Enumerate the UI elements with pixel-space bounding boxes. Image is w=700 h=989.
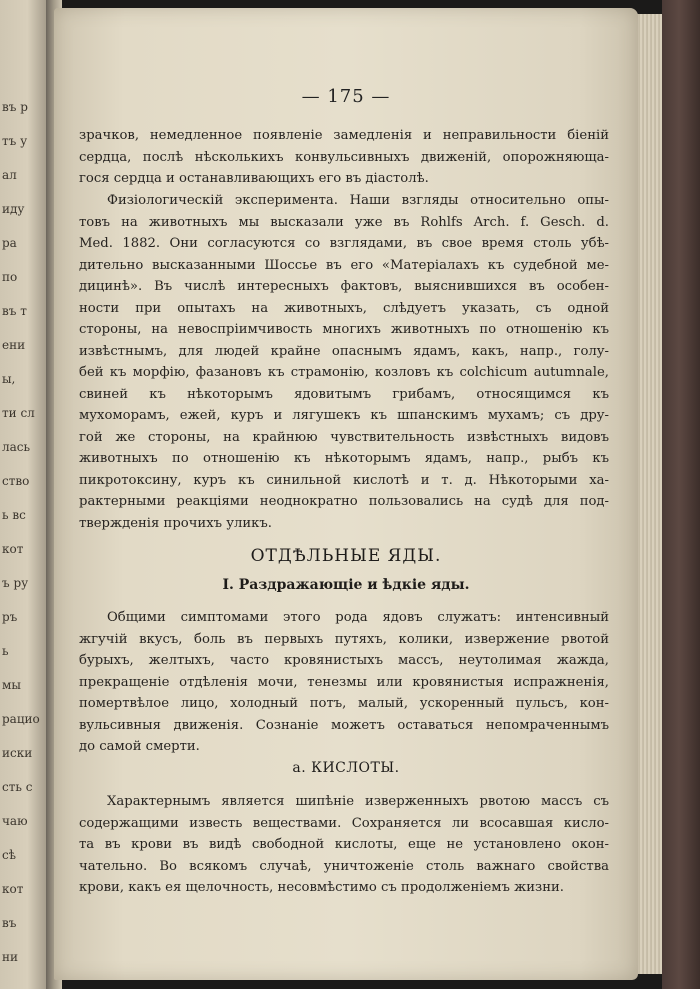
left-page-text-fragment: ни — [2, 950, 18, 964]
left-page-text-fragment: ени — [2, 338, 26, 352]
text-line: твержденія прочихъ уликъ. — [79, 515, 272, 531]
text-line: помертвѣлое лицо, холодный потъ, малый, ускоренный пульсъ, кон- — [79, 696, 609, 711]
book-cover — [662, 0, 700, 989]
left-facing-page — [0, 0, 50, 989]
left-page-text-fragment: сѣ — [2, 848, 16, 862]
paragraph-symptoms — [79, 607, 609, 758]
subsection-heading: I. Раздражающіе и ѣдкіе яды. — [222, 577, 470, 593]
left-page-text-fragment: тъ у — [2, 134, 28, 148]
text-line: бурыхъ, желтыхъ, часто кровянистыхъ массъ, неутолимая жажда, — [79, 653, 609, 668]
text-line: Общими симптомами этого рода ядовъ служатъ: интенсивный — [107, 610, 609, 625]
text-line: дицинѣ». Въ числѣ интересныхъ фактовъ, выяснившихся въ особен- — [79, 279, 609, 294]
left-page-text-fragment: иду — [2, 202, 25, 216]
paragraph-acids — [79, 791, 609, 899]
left-page-text-fragment: въ т — [2, 304, 27, 318]
text-line: содержащими известь веществами. Сохраняется ли всосавшая кисло- — [79, 815, 609, 831]
left-page-text-fragment: ь вс — [2, 508, 26, 522]
paragraph-continuation — [79, 125, 609, 190]
text-line: рактерными реакціями неоднократно пользовались на судѣ для под- — [79, 494, 609, 509]
text-line: стороны, на невоспріимчивость многихъ животныхъ по отношенію къ — [79, 322, 609, 337]
acids-heading: а. КИСЛОТЫ. — [292, 760, 400, 776]
text-line: животныхъ по отношенію къ нѣкоторымъ ядамъ, напр., рыбъ къ — [79, 451, 609, 466]
text-line: ности при опытахъ на животныхъ, слѣдуетъ указать, съ одной — [79, 300, 609, 316]
left-page-text-fragment: въ р — [2, 100, 28, 114]
text-line: гося сердца и останавливающихъ его въ діастолѣ. — [79, 171, 429, 186]
text-line: до самой смерти. — [79, 739, 200, 754]
text-line: чательно. Во всякомъ случаѣ, уничтоженіе столь важнаго свойства — [79, 858, 609, 874]
left-page-text-fragment: ство — [2, 474, 30, 488]
left-page-text-fragment: мы — [2, 678, 21, 692]
left-page-text-fragment: по — [2, 270, 18, 284]
text-line: гой же стороны, на крайнюю чувствительность извѣстныхъ видовъ — [79, 429, 609, 445]
text-line: мухоморамъ, ежей, куръ и лягушекъ къ шпанскимъ мухамъ; съ дру- — [79, 408, 609, 423]
text-line: вульсивныя движенія. Сознаніе можетъ оставаться непомраченнымъ — [79, 717, 609, 733]
text-line: товъ на животныхъ мы высказали уже въ Rohlfs Arch. f. Gesch. d. — [79, 214, 609, 230]
left-page-text-fragment: лась — [2, 440, 31, 454]
text-line: та въ крови въ видѣ свободной кислоты, еще не установлено окон- — [79, 837, 609, 852]
text-line: извѣстнымъ, для людей крайне опаснымъ ядамъ, какъ, напр., голу- — [79, 343, 609, 359]
text-line: жгучій вкусъ, боль въ первыхъ путяхъ, колики, извержение рвотой — [79, 631, 609, 647]
text-line: дительно высказанными Шоссье въ его «Матеріалахъ къ судебной ме- — [79, 257, 609, 273]
left-page-text-fragment: кот — [2, 542, 24, 556]
text-line: прекращеніе отдѣленія мочи, тенезмы или кровянистыя испражненія, — [79, 674, 609, 690]
text-line: бей къ морфію, фазановъ къ страмонію, козловъ къ colchicum autumnale, — [79, 365, 609, 380]
text-line: свиней къ нѣкоторымъ ядовитымъ грибамъ, относящимся къ — [79, 386, 609, 402]
section-heading: ОТДѢЛЬНЫЕ ЯДЫ. — [250, 546, 442, 566]
paragraph-experiment — [79, 190, 609, 534]
text-line: зрачков, немедленное появленіе замедленія и неправильности біеній — [79, 128, 609, 143]
left-page-text-fragment: ь — [2, 644, 9, 658]
text-line: Med. 1882. Они согласуются со взглядами, въ свое время столь убѣ- — [79, 236, 609, 251]
book-page — [54, 8, 638, 980]
left-page-text-fragment: рацио — [2, 712, 40, 726]
text-line: Физіологическій эксперимента. Наши взгляды относительно опы- — [107, 193, 609, 208]
left-page-text-fragment: ал — [2, 168, 17, 182]
left-page-text-fragment: ръ — [2, 610, 18, 624]
left-page-text-fragment: ы, — [2, 372, 16, 386]
left-page-text-fragment: сть с — [2, 780, 33, 794]
text-line: пикротоксину, куръ къ синильной кислотѣ и т. д. Нѣкоторыми ха- — [79, 472, 609, 488]
left-page-text-fragment: кот — [2, 882, 24, 896]
left-page-text-fragment: ти сл — [2, 406, 35, 420]
text-line: сердца, послѣ нѣсколькихъ конвульсивныхъ движеній, опорожняюща- — [79, 149, 609, 165]
text-line: крови, какъ ея щелочность, несовмѣстимо съ продолженіемъ жизни. — [79, 880, 565, 895]
left-page-text-fragment: ра — [2, 236, 17, 250]
left-page-text-fragment: чаю — [2, 814, 28, 828]
text-line: Характернымъ является шипѣніе изверженныхъ рвотою массъ съ — [107, 794, 609, 809]
left-page-text-fragment: иски — [2, 746, 33, 760]
left-page-text-fragment: ъ ру — [2, 576, 29, 590]
page-number: — 175 — — [301, 86, 391, 107]
left-page-text-fragment: въ — [2, 916, 17, 930]
